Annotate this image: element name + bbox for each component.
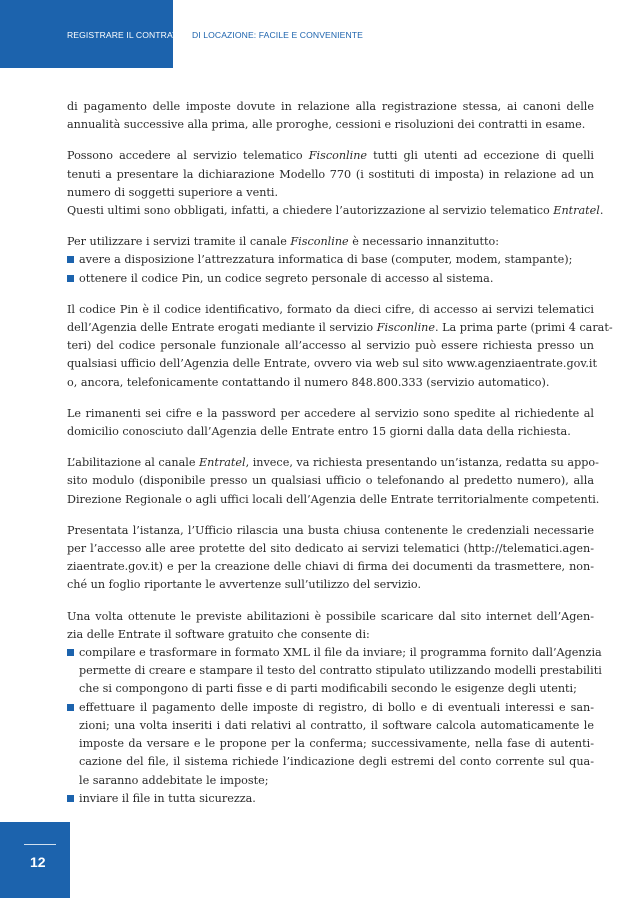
text-line: Una volta ottenute le previste abilitazioni è possibile scaricare dal sito internet dell’Agen- <box>67 609 594 623</box>
list-item: inviare il file in tutta sicurezza. <box>67 790 594 808</box>
text-line: Le rimanenti sei cifre e la password per accedere al servizio sono spedite al richiedente al <box>67 406 594 420</box>
bullet-square-icon <box>67 795 74 802</box>
entratel-term: Entratel <box>553 204 600 218</box>
text-line: di pagamento delle imposte dovute in relazione alla registrazione stessa, ai canoni delle <box>67 100 594 113</box>
running-header <box>67 30 363 40</box>
text-line: o, ancora, telefonicamente contattando il numero 848.800.333 (servizio automatico). <box>67 375 550 389</box>
text-line: cazione del file, il sistema richiede l’indicazione degli estremi del conto corrente sul qua- <box>79 755 594 769</box>
text-line: dell’Agenzia delle Entrate erogati mediante il servizio Fisconline. La prima parte (primi 4 carat- <box>67 321 613 335</box>
text-line: zia delle Entrate il software gratuito che consente di: <box>67 627 370 641</box>
fisconline-term: Fisconline <box>308 149 368 163</box>
text-line: Il codice Pin è il codice identificativo, formato da dieci cifre, di accesso ai servizi telematici <box>67 302 594 316</box>
list-item: effettuare il pagamento delle imposte di registro, di bollo e di eventuali interessi e san- <box>67 699 594 717</box>
text-line: ziaentrate.gov.it) e per la creazione delle chiavi di firma dei documenti da trasmettere, non- <box>67 560 594 574</box>
bullet-square-icon <box>67 275 74 282</box>
paragraph-1 <box>67 98 594 134</box>
fisconline-term: Fisconline <box>290 235 349 249</box>
text-line: permette di creare e stampare il testo del contratto stipulato utilizzando modelli prestabiliti <box>79 664 602 678</box>
bullet-square-icon <box>67 649 74 656</box>
page-number-rule <box>24 844 56 845</box>
body-text <box>67 98 613 808</box>
text-line: Presentata l’istanza, l’Ufficio rilascia una busta chiusa contenente le credenziali necessarie <box>67 523 594 537</box>
text-line: domicilio conosciuto dall’Agenzia delle Entrate entro 15 giorni dalla data della richiesta. <box>67 425 571 439</box>
paragraph-4 <box>67 301 613 392</box>
text-line: annualità successive alla prima, alle proroghe, cessioni e risoluzioni dei contratti in esame. <box>67 118 586 132</box>
page-number: 12 <box>30 854 46 870</box>
list-item: avere a disposizione l’attrezzatura informatica di base (computer, modem, stampante); <box>67 251 594 269</box>
paragraph-2 <box>67 147 604 220</box>
running-header-part1: REGISTRARE IL CONTRATTO <box>67 30 190 40</box>
fisconline-term: Fisconline <box>376 321 435 335</box>
list-item: compilare e trasformare in formato XML il file da inviare; il programma fornito dall’Agenzia <box>67 644 594 662</box>
text-line: teri) del codice personale funzionale all’accesso al servizio può essere richiesta presso un <box>67 339 594 353</box>
paragraph-5 <box>67 405 594 441</box>
text-line: Possono accedere al servizio telematico Fisconline tutti gli utenti ad eccezione di quelli <box>67 149 594 163</box>
bullet-square-icon <box>67 704 74 711</box>
text-line: le saranno addebitate le imposte; <box>79 773 269 787</box>
list-item: ottenere il codice Pin, un codice segreto personale di accesso al sistema. <box>67 270 594 288</box>
text-line: tenuti a presentare la dichiarazione Modello 770 (i sostituti di imposta) in relazione ad un <box>67 167 594 181</box>
text-line: qualsiasi ufficio dell’Agenzia delle Entrate, ovvero via web sul sito www.agenziaentrate.gov.it <box>67 357 597 371</box>
text-line: Direzione Regionale o agli uffici locali dell’Agenzia delle Entrate territorialmente competenti. <box>67 492 600 506</box>
text-line: Per utilizzare i servizi tramite il canale Fisconline è necessario innanzitutto: <box>67 235 500 249</box>
text-line: numero di soggetti superiore a venti. <box>67 185 279 199</box>
text-line: L’abilitazione al canale Entratel, invece, va richiesta presentando un’istanza, redatta su appo- <box>67 456 599 470</box>
text-line: imposte da versare e le propone per la conferma; successivamente, nella fase di autenti- <box>79 737 594 751</box>
text-line: per l’accesso alle aree protette del sito dedicato ai servizi telematici (http://telematici.agen- <box>67 542 594 556</box>
paragraph-8 <box>67 608 602 808</box>
text-line: ché un foglio riportante le avvertenze sull’utilizzo del servizio. <box>67 578 422 592</box>
bullet-square-icon <box>67 256 74 263</box>
running-header-part2: DI LOCAZIONE: FACILE E CONVENIENTE <box>189 30 363 40</box>
paragraph-3 <box>67 233 594 288</box>
paragraph-7 <box>67 522 594 595</box>
text-line: Questi ultimi sono obbligati, infatti, a chiedere l’autorizzazione al servizio telematico Entratel. <box>67 204 604 218</box>
paragraph-6 <box>67 454 600 509</box>
entratel-term: Entratel <box>199 456 246 470</box>
text-line: che si compongono di parti fisse e di parti modificabili secondo le esigenze degli utenti; <box>79 682 577 696</box>
text-line: zioni; una volta inseriti i dati relativi al contratto, il software calcola automaticamente le <box>79 718 594 732</box>
text-line: sito modulo (disponibile presso un qualsiasi ufficio o telefonando al predetto numero), alla <box>67 474 594 488</box>
